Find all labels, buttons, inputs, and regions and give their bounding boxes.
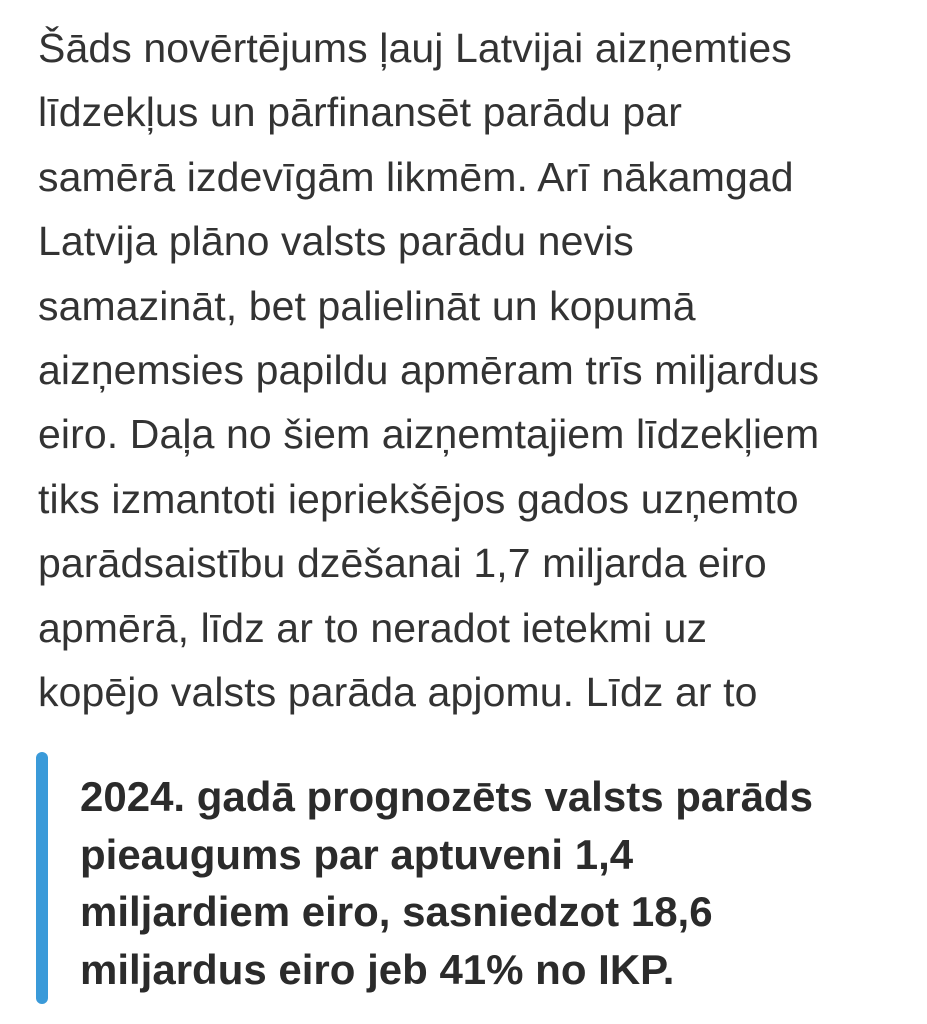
article-paragraph — [38, 16, 918, 724]
paragraph-line: samazināt, bet palielināt un kopumā — [38, 282, 696, 329]
quote-line: pieaugums par aptuveni 1,4 — [80, 830, 634, 878]
paragraph-line: Šāds novērtējums ļauj Latvijai aizņemties — [38, 25, 792, 71]
paragraph-line: līdzekļus un pārfinansēt parādu par — [38, 89, 682, 136]
paragraph-line: samērā izdevīgām likmēm. Arī nākamgad — [38, 153, 794, 200]
paragraph-line: aizņemsies papildu apmēram trīs miljardus — [38, 347, 820, 394]
paragraph-line: apmērā, līdz ar to neradot ietekmi uz — [38, 604, 708, 651]
paragraph-line: parādsaistību dzēšanai 1,7 miljarda eiro — [38, 540, 767, 587]
quote-line: miljardiem eiro, sasniedzot 18,6 — [80, 888, 713, 935]
quote-line: miljardus eiro jeb 41% no IKP. — [80, 945, 675, 993]
quote-accent-bar — [36, 752, 48, 1004]
paragraph-line: kopējo valsts parāda apjomu. Līdz ar to — [38, 669, 758, 716]
paragraph-line: Latvija plāno valsts parādu nevis — [38, 218, 634, 265]
pull-quote-text — [80, 768, 890, 998]
paragraph-line: eiro. Daļa no šiem aizņemtajiem līdzekļiem — [38, 411, 820, 458]
quote-line: 2024. gadā prognozēts valsts parāds — [80, 773, 813, 820]
paragraph-line: tiks izmantoti iepriekšējos gados uzņemto — [38, 475, 799, 522]
pull-quote — [36, 752, 896, 1004]
